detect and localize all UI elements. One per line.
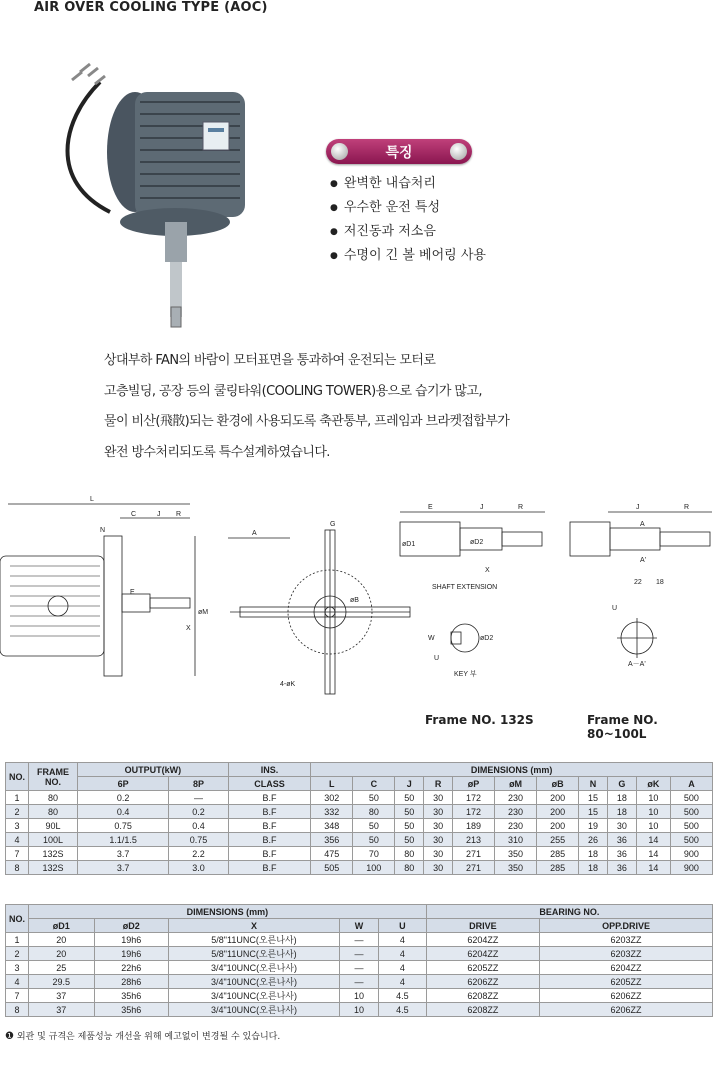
- table-cell: 4.5: [378, 989, 426, 1003]
- table-cell: 36: [607, 861, 636, 875]
- table-cell: 350: [495, 847, 537, 861]
- table-cell: 3: [6, 961, 29, 975]
- table-cell: 3/4"10UNC(오른나사): [168, 989, 339, 1003]
- motor-photo: [40, 62, 270, 337]
- frame-caption-132s: Frame NO. 132S: [425, 713, 534, 727]
- col-W: W: [339, 919, 378, 933]
- table-cell: 36: [607, 833, 636, 847]
- product-description: [104, 346, 509, 468]
- col-ins: INS.: [228, 763, 311, 777]
- table-cell: 500: [670, 791, 712, 805]
- table-cell: 80: [29, 805, 78, 819]
- col-G: G: [607, 777, 636, 791]
- table-cell: 172: [453, 805, 495, 819]
- table-cell: 15: [579, 791, 608, 805]
- table-cell: 3/4"10UNC(오른나사): [168, 961, 339, 975]
- table-cell: 30: [607, 819, 636, 833]
- table-cell: 3.7: [78, 847, 169, 861]
- table-row: [6, 861, 713, 875]
- key-dim-W: W: [428, 635, 435, 642]
- table-row: [6, 933, 713, 947]
- footnote-text: 외관 및 규격은 제품성능 개선을 위해 예고없이 변경될 수 있습니다.: [16, 1032, 281, 1042]
- table-cell: 29.5: [29, 975, 95, 989]
- table-cell: 3/4"10UNC(오른나사): [168, 975, 339, 989]
- table-cell: 6208ZZ: [426, 1003, 539, 1017]
- table-cell: 19h6: [94, 947, 168, 961]
- table-cell: 10: [636, 819, 670, 833]
- table-cell: 348: [311, 819, 353, 833]
- table-cell: 4: [378, 975, 426, 989]
- col-output: OUTPUT(kW): [78, 763, 229, 777]
- table-row: [6, 833, 713, 847]
- table-cell: 3/4"10UNC(오른나사): [168, 1003, 339, 1017]
- table-cell: 100: [353, 861, 395, 875]
- table-cell: 50: [353, 791, 395, 805]
- table-cell: 6204ZZ: [540, 961, 713, 975]
- table-cell: 332: [311, 805, 353, 819]
- dim-J: J: [157, 511, 161, 518]
- table-row: [6, 805, 713, 819]
- col-U: U: [378, 919, 426, 933]
- table-row: [6, 819, 713, 833]
- table-cell: 50: [353, 833, 395, 847]
- description-line: 상대부하 FAN의 바람이 모터표면을 통과하여 운전되는 모터로: [104, 353, 436, 368]
- table-cell: 500: [670, 819, 712, 833]
- table-cell: 255: [537, 833, 579, 847]
- col-X: X: [168, 919, 339, 933]
- dim-M: øM: [198, 609, 209, 616]
- table-cell: 30: [424, 819, 453, 833]
- table-cell: 18: [607, 805, 636, 819]
- table-cell: —: [339, 947, 378, 961]
- dim-E: E: [130, 589, 135, 596]
- table-cell: 8: [6, 1003, 29, 1017]
- table-cell: 35h6: [94, 989, 168, 1003]
- dim-X: X: [186, 625, 191, 632]
- table-cell: 900: [670, 861, 712, 875]
- table-row: [6, 947, 713, 961]
- table-cell: 18: [579, 847, 608, 861]
- footnote: [5, 1029, 280, 1042]
- table-cell: 70: [353, 847, 395, 861]
- description-line: 물이 비산(飛散)되는 환경에 사용되도록 축관통부, 프레임과 브라켓접합부가: [104, 414, 510, 429]
- dim-C: C: [131, 511, 137, 518]
- small-shaft-dim-J: J: [636, 504, 640, 511]
- shaft-dim-J: J: [480, 504, 484, 511]
- table-cell: 1.1/1.5: [78, 833, 169, 847]
- table-cell: 6206ZZ: [426, 975, 539, 989]
- table-cell: 7: [6, 989, 29, 1003]
- col-no: NO.: [6, 763, 29, 791]
- table-cell: 189: [453, 819, 495, 833]
- col-P: øP: [453, 777, 495, 791]
- table-cell: 2.2: [169, 847, 228, 861]
- table-cell: 6206ZZ: [540, 1003, 713, 1017]
- section-mark-A2: A': [640, 557, 647, 564]
- table-cell: 200: [537, 819, 579, 833]
- dim-N: N: [100, 527, 106, 534]
- small-key-dim-U: U: [612, 605, 618, 612]
- table-cell: 80: [353, 805, 395, 819]
- table-cell: 10: [636, 805, 670, 819]
- table-cell: 10: [339, 989, 378, 1003]
- dimension-drawing: [0, 494, 720, 704]
- dim-G: G: [330, 521, 336, 528]
- table-cell: 500: [670, 805, 712, 819]
- shaft-dim-R: R: [518, 504, 524, 511]
- table-cell: 271: [453, 861, 495, 875]
- table-cell: 3: [6, 819, 29, 833]
- shaft-dim-E: E: [428, 504, 433, 511]
- col-A: A: [670, 777, 712, 791]
- table-cell: 90L: [29, 819, 78, 833]
- col-no: NO.: [6, 905, 29, 933]
- small-shaft-dim-22: 22: [634, 579, 642, 586]
- table-cell: 30: [424, 833, 453, 847]
- feature-item: ● 우수한 운전 특성: [330, 196, 486, 220]
- table-cell: 0.4: [169, 819, 228, 833]
- table-cell: 4: [378, 947, 426, 961]
- table-cell: 230: [495, 819, 537, 833]
- table-cell: 50: [353, 819, 395, 833]
- col-opp-drive: OPP.DRIVE: [540, 919, 713, 933]
- table-cell: 50: [395, 791, 424, 805]
- spec-table: [5, 762, 713, 875]
- col-B: øB: [537, 777, 579, 791]
- col-drive: DRIVE: [426, 919, 539, 933]
- col-N: N: [579, 777, 608, 791]
- col-K: øK: [636, 777, 670, 791]
- table-cell: 19: [579, 819, 608, 833]
- table-cell: 37: [29, 989, 95, 1003]
- table-cell: 350: [495, 861, 537, 875]
- table-cell: 30: [424, 861, 453, 875]
- col-J: J: [395, 777, 424, 791]
- side-view: [0, 496, 208, 676]
- table-cell: 20: [29, 947, 95, 961]
- table-cell: 80: [395, 861, 424, 875]
- table-cell: 6205ZZ: [426, 961, 539, 975]
- table-cell: 475: [311, 847, 353, 861]
- small-shaft-dim-18: 18: [656, 579, 664, 586]
- table-cell: —: [339, 975, 378, 989]
- table-cell: 18: [579, 861, 608, 875]
- table-cell: B.F: [228, 861, 311, 875]
- feature-badge: [326, 139, 472, 164]
- table-cell: 50: [395, 833, 424, 847]
- table-cell: 271: [453, 847, 495, 861]
- frame-caption-80-100l: Frame NO. 80~100L: [587, 713, 658, 741]
- table-cell: B.F: [228, 819, 311, 833]
- table-cell: 80: [29, 791, 78, 805]
- key-label: KEY 부: [454, 671, 477, 678]
- table-row: [6, 989, 713, 1003]
- table-cell: B.F: [228, 791, 311, 805]
- table-cell: 3.0: [169, 861, 228, 875]
- section-label: A－A': [628, 661, 646, 668]
- shaft-dim-D1: øD1: [402, 541, 416, 548]
- table-cell: 100L: [29, 833, 78, 847]
- table-cell: 2: [6, 805, 29, 819]
- table-cell: 4: [6, 975, 29, 989]
- col-L: L: [311, 777, 353, 791]
- table-cell: 15: [579, 805, 608, 819]
- table-cell: 35h6: [94, 1003, 168, 1017]
- table-cell: 26: [579, 833, 608, 847]
- table-cell: 14: [636, 861, 670, 875]
- table-cell: 302: [311, 791, 353, 805]
- table-cell: 0.4: [78, 805, 169, 819]
- footnote-mark: ❶: [5, 1031, 14, 1042]
- col-D1: øD1: [29, 919, 95, 933]
- table-cell: 50: [395, 805, 424, 819]
- table-cell: 10: [339, 1003, 378, 1017]
- table-cell: B.F: [228, 833, 311, 847]
- table-row: [6, 1003, 713, 1017]
- table-cell: 14: [636, 833, 670, 847]
- dim-K: 4-øK: [280, 681, 296, 688]
- table-cell: 3.7: [78, 861, 169, 875]
- table-cell: 1: [6, 791, 29, 805]
- table-cell: 30: [424, 791, 453, 805]
- table-cell: 172: [453, 791, 495, 805]
- table-cell: 505: [311, 861, 353, 875]
- table-cell: 36: [607, 847, 636, 861]
- table-cell: 80: [395, 847, 424, 861]
- feature-item: ● 저진동과 저소음: [330, 220, 486, 244]
- table-cell: 0.2: [169, 805, 228, 819]
- table-cell: 5/8"11UNC(오른나사): [168, 947, 339, 961]
- col-dimensions: DIMENSIONS (mm): [311, 763, 713, 777]
- col-bearing: BEARING NO.: [426, 905, 712, 919]
- table-cell: 5/8"11UNC(오른나사): [168, 933, 339, 947]
- key-dim-U: U: [434, 655, 440, 662]
- table-cell: 1: [6, 933, 29, 947]
- col-M: øM: [495, 777, 537, 791]
- key-dim-D2: øD2: [480, 635, 494, 642]
- front-view: [228, 521, 410, 694]
- dim-L: L: [90, 496, 94, 503]
- shaft-extension-label: SHAFT EXTENSION: [432, 584, 498, 591]
- page-title: AIR OVER COOLING TYPE (AOC): [34, 0, 268, 15]
- table-cell: 310: [495, 833, 537, 847]
- dim-A: A: [252, 530, 257, 537]
- table-cell: 18: [607, 791, 636, 805]
- table-cell: 0.75: [169, 833, 228, 847]
- shaft-bearing-table: [5, 904, 713, 1017]
- table-cell: 900: [670, 847, 712, 861]
- table-cell: 22h6: [94, 961, 168, 975]
- table-cell: 14: [636, 847, 670, 861]
- table-cell: 200: [537, 791, 579, 805]
- table-cell: 200: [537, 805, 579, 819]
- table-cell: 285: [537, 847, 579, 861]
- table-cell: 6203ZZ: [540, 947, 713, 961]
- table-cell: 30: [424, 805, 453, 819]
- table-cell: 285: [537, 861, 579, 875]
- description-line: 고층빌딩, 공장 등의 쿨링타워(COOLING TOWER)용으로 습기가 많고,: [104, 383, 482, 399]
- dim-B: øB: [350, 597, 359, 604]
- col-frame: FRAME NO.: [29, 763, 78, 791]
- table-cell: 132S: [29, 847, 78, 861]
- shaft-dim-D2: øD2: [470, 539, 484, 546]
- table-cell: 132S: [29, 861, 78, 875]
- col-D2: øD2: [94, 919, 168, 933]
- table-cell: B.F: [228, 805, 311, 819]
- dim-R: R: [176, 511, 182, 518]
- col-R: R: [424, 777, 453, 791]
- col-C: C: [353, 777, 395, 791]
- table-cell: 230: [495, 805, 537, 819]
- col-6p: 6P: [78, 777, 169, 791]
- col-class: CLASS: [228, 777, 311, 791]
- table-cell: 7: [6, 847, 29, 861]
- table-cell: 6208ZZ: [426, 989, 539, 1003]
- table-cell: 4: [378, 933, 426, 947]
- table-cell: 20: [29, 933, 95, 947]
- table-cell: —: [169, 791, 228, 805]
- table-row: [6, 847, 713, 861]
- feature-item: ● 수명이 긴 볼 베어링 사용: [330, 244, 486, 268]
- feature-badge-label: 특징: [385, 145, 413, 161]
- table-cell: 50: [395, 819, 424, 833]
- small-shaft-dim-R: R: [684, 504, 690, 511]
- table-row: [6, 791, 713, 805]
- table-cell: 0.75: [78, 819, 169, 833]
- table-cell: 230: [495, 791, 537, 805]
- section-mark-A: A: [640, 521, 645, 528]
- table-cell: 19h6: [94, 933, 168, 947]
- table-cell: 30: [424, 847, 453, 861]
- table-cell: 2: [6, 947, 29, 961]
- feature-list: [330, 172, 486, 268]
- table-cell: 356: [311, 833, 353, 847]
- col-8p: 8P: [169, 777, 228, 791]
- table-cell: 10: [636, 791, 670, 805]
- table-cell: 6203ZZ: [540, 933, 713, 947]
- table-cell: 6205ZZ: [540, 975, 713, 989]
- shaft-extension-view: [400, 504, 545, 678]
- table-cell: 4.5: [378, 1003, 426, 1017]
- table-cell: —: [339, 961, 378, 975]
- table-cell: 500: [670, 833, 712, 847]
- table-cell: 6206ZZ: [540, 989, 713, 1003]
- table-row: [6, 961, 713, 975]
- table-cell: 8: [6, 861, 29, 875]
- table-cell: 6204ZZ: [426, 933, 539, 947]
- table-row: [6, 975, 713, 989]
- table-cell: 4: [378, 961, 426, 975]
- table-cell: 213: [453, 833, 495, 847]
- table-cell: B.F: [228, 847, 311, 861]
- table-cell: —: [339, 933, 378, 947]
- table-cell: 6204ZZ: [426, 947, 539, 961]
- shaft-dim-X: X: [485, 567, 490, 574]
- small-frame-shaft-view: [570, 504, 712, 668]
- description-line: 완전 방수처리되도록 특수설계하였습니다.: [104, 444, 330, 460]
- table-cell: 25: [29, 961, 95, 975]
- col-dimensions: DIMENSIONS (mm): [29, 905, 427, 919]
- table-cell: 0.2: [78, 791, 169, 805]
- table-cell: 4: [6, 833, 29, 847]
- feature-item: ● 완벽한 내습처리: [330, 172, 486, 196]
- table-cell: 28h6: [94, 975, 168, 989]
- table-cell: 37: [29, 1003, 95, 1017]
